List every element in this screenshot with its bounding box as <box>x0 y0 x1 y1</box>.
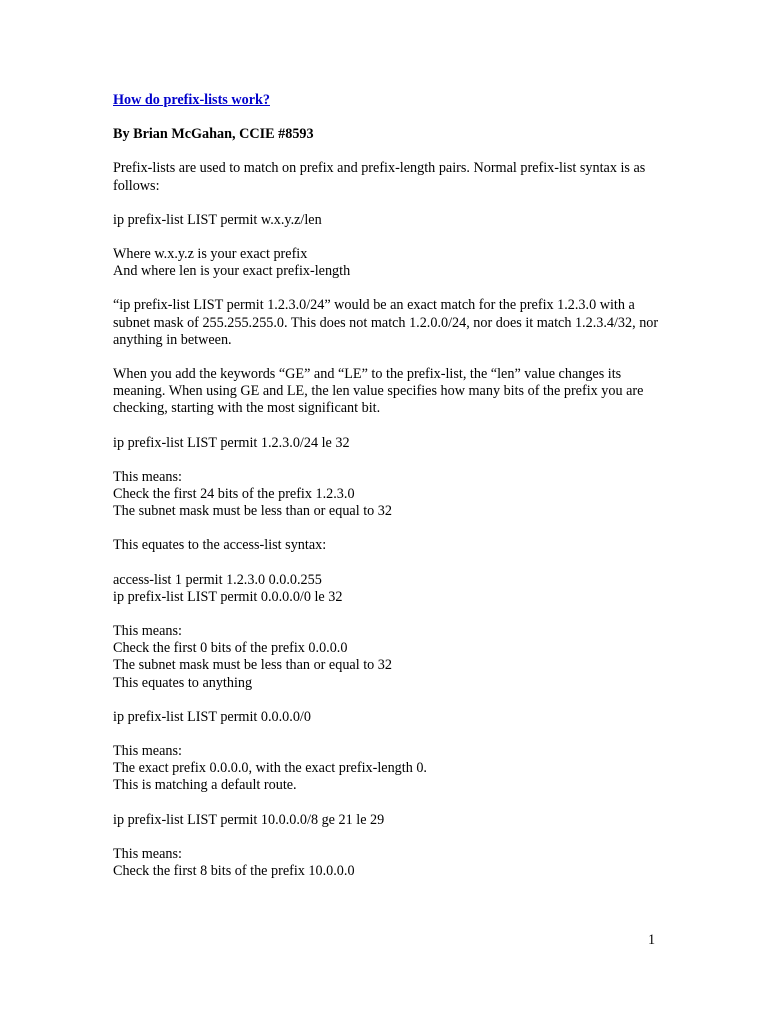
text-line: Check the first 0 bits of the prefix 0.0.0.0 <box>113 640 348 657</box>
paragraph <box>113 212 673 229</box>
paragraph <box>113 246 673 280</box>
text-line: ip prefix-list LIST permit 0.0.0.0/0 le 32 <box>113 588 343 605</box>
paragraph <box>113 623 673 692</box>
paragraph <box>113 537 673 554</box>
text-line: “ip prefix-list LIST permit 1.2.3.0/24” would be an exact match for the prefix 1.2.3.0 with a subnet mask of 255.255.255.0. This does not match 1.2.0.0/24, nor does it match 1.2.3.4/32, nor anything in between. <box>113 297 659 348</box>
text-line: This means: <box>113 623 182 640</box>
paragraph <box>113 846 673 880</box>
paragraph <box>113 469 673 521</box>
text-line: The subnet mask must be less than or equal to 32 <box>113 657 392 674</box>
document-title-link[interactable]: How do prefix-lists work? <box>113 92 270 108</box>
paragraph <box>113 366 673 418</box>
paragraph <box>113 743 673 795</box>
paragraph <box>113 297 673 349</box>
paragraph <box>113 572 673 606</box>
page-number: 1 <box>648 932 656 948</box>
text-line: Check the first 8 bits of the prefix 10.0.0.0 <box>113 863 355 880</box>
text-line: ip prefix-list LIST permit 1.2.3.0/24 le 32 <box>113 434 350 451</box>
text-line: This means: <box>113 468 182 485</box>
paragraph <box>113 160 673 194</box>
text-line: Check the first 24 bits of the prefix 1.2.3.0 <box>113 486 355 503</box>
paragraph-list <box>113 160 673 880</box>
text-line: The exact prefix 0.0.0.0, with the exact prefix-length 0. <box>113 760 427 777</box>
text-line: This equates to anything <box>113 674 253 691</box>
paragraph <box>113 812 673 829</box>
text-line: Prefix-lists are used to match on prefix and prefix-length pairs. Normal prefix-list syntax is as follows: <box>113 160 646 194</box>
text-line: And where len is your exact prefix-length <box>113 263 351 280</box>
author-line: By Brian McGahan, CCIE #8593 <box>113 126 314 143</box>
text-line: This means: <box>113 845 182 862</box>
paragraph <box>113 435 673 452</box>
text-line: The subnet mask must be less than or equal to 32 <box>113 503 392 520</box>
text-line: Where w.x.y.z is your exact prefix <box>113 246 308 263</box>
text-line: ip prefix-list LIST permit w.x.y.z/len <box>113 211 322 228</box>
text-line: access-list 1 permit 1.2.3.0 0.0.0.255 <box>113 571 322 588</box>
text-line: ip prefix-list LIST permit 10.0.0.0/8 ge 21 le 29 <box>113 811 385 828</box>
paragraph <box>113 709 673 726</box>
text-line: This equates to the access-list syntax: <box>113 537 327 554</box>
text-line: When you add the keywords “GE” and “LE” to the prefix-list, the “len” value changes its meaning. When using GE and LE, the len value specifies how many bits of the prefix you are checking, starting with the most significant bit. <box>113 366 644 417</box>
document-body <box>113 84 673 880</box>
text-line: This is matching a default route. <box>113 777 297 794</box>
text-line: ip prefix-list LIST permit 0.0.0.0/0 <box>113 708 311 725</box>
text-line: This means: <box>113 743 182 760</box>
